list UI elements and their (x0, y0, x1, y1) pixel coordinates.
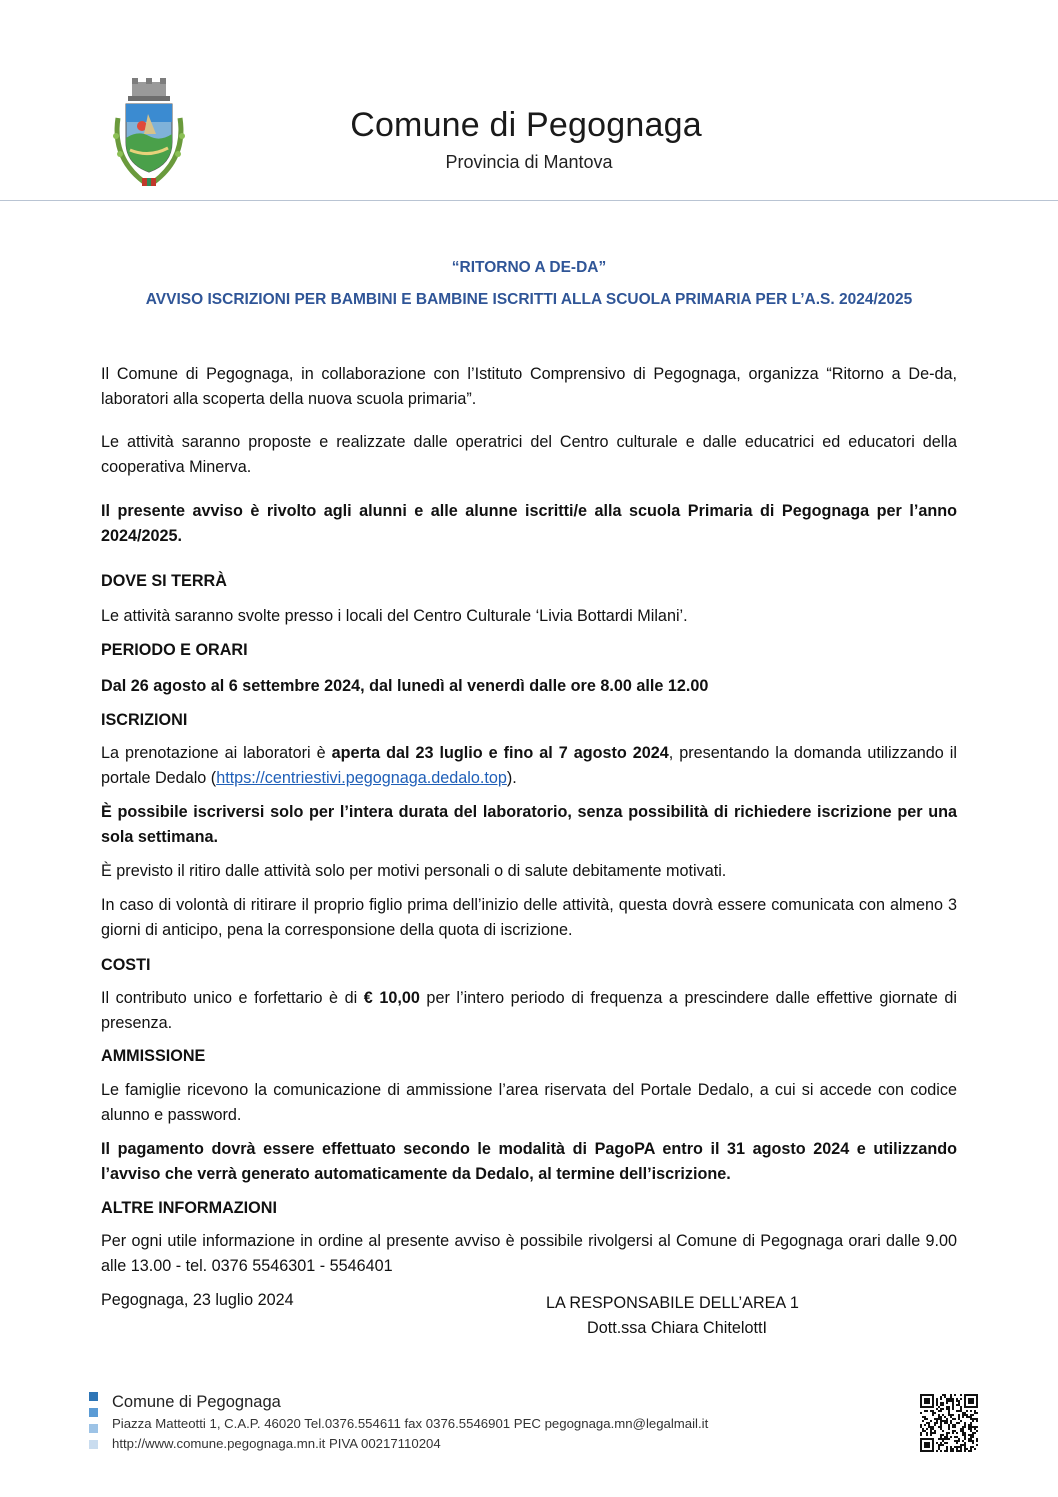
costi-amount: € 10,00 (363, 989, 420, 1007)
paragraph-iscrizioni (101, 741, 957, 790)
footer-website: http://www.comune.pegognaga.mn.it PIVA 00217110204 (112, 1436, 441, 1451)
paragraph-altre: Per ogni utile informazione in ordine al presente avviso è possibile rivolgersi al Comune di Pegognaga orari dalle 9.00 alle 13.00 - tel. 0376 5546301 - 5546401 (101, 1232, 957, 1275)
heading-iscrizioni: ISCRIZIONI (101, 711, 188, 729)
paragraph-withdrawal-notice: In caso di volontà di ritirare il proprio figlio prima dell’inizio delle attività, questa dovrà essere comunicata con almeno 3 giorni di anticipo, pena la corresponsione della quota di iscrizione. (101, 896, 957, 939)
heading-periodo: PERIODO E ORARI (101, 641, 248, 659)
paragraph-payment: Il pagamento dovrà essere effettuato secondo le modalità di PagoPA entro il 31 agosto 2024 e utilizzando l’avviso che verrà generato automaticamente da Dedalo, al termine dell’iscrizione. (101, 1140, 957, 1183)
costi-text-c: per l’intero periodo di frequenza a prescindere dalle effettive giornate di presenza. (101, 989, 957, 1032)
iscr-text-d: ). (506, 768, 517, 787)
notice-title: “RITORNO A DE-DA” (451, 259, 607, 276)
signature-block (546, 1291, 799, 1340)
paragraph-withdrawal: È previsto il ritiro dalle attività solo per motivi personali o di salute debitamente motivati. (101, 862, 727, 880)
place-date: Pegognaga, 23 luglio 2024 (101, 1291, 294, 1309)
signature-name: Dott.ssa Chiara ChitelottI (587, 1318, 767, 1337)
heading-altre: ALTRE INFORMAZIONI (101, 1199, 277, 1217)
paragraph-target: Il presente avviso è rivolto agli alunni e alle alunne iscritti/e alla scuola Primaria di Pegognaga per l’anno 2024/2025. (101, 502, 957, 545)
header-subtitle: Provincia di Mantova (445, 152, 613, 172)
notice-subtitle: AVVISO ISCRIZIONI PER BAMBINI E BAMBINE ISCRITTI ALLA SCUOLA PRIMARIA PER L’A.S. 2024/2025 (145, 291, 913, 308)
footer-square-4 (89, 1440, 98, 1449)
paragraph-dove: Le attività saranno svolte presso i locali del Centro Culturale ‘Livia Bottardi Milani’. (101, 607, 688, 625)
footer-square-2 (89, 1408, 98, 1417)
heading-dove: DOVE SI TERRÀ (101, 572, 227, 590)
footer-address: Piazza Matteotti 1, C.A.P. 46020 Tel.0376.554611 fax 0376.5546901 PEC pegognaga.mn@legalmail.it (112, 1416, 709, 1431)
iscr-text-c: , presentando la domanda utilizzando il portale Dedalo ( (101, 744, 957, 787)
iscr-dates: aperta dal 23 luglio e fino al 7 agosto 2024 (331, 744, 669, 762)
signature-role: LA RESPONSABILE DELL’AREA 1 (546, 1294, 799, 1312)
header-title: Comune di Pegognaga (350, 106, 702, 144)
heading-ammissione: AMMISSIONE (101, 1047, 206, 1065)
paragraph-costi (101, 986, 957, 1035)
footer-squares (89, 1392, 99, 1456)
footer-square-3 (89, 1424, 98, 1433)
iscr-text-a: La prenotazione ai laboratori è (101, 744, 332, 762)
paragraph-periodo: Dal 26 agosto al 6 settembre 2024, dal lunedì al venerdì dalle ore 8.00 alle 12.00 (101, 677, 709, 695)
paragraph-activities: Le attività saranno proposte e realizzate dalle operatrici del Centro culturale e dalle educatrici ed educatori della cooperativa Minerva. (101, 433, 957, 476)
header-divider (0, 200, 1058, 201)
paragraph-ammissione: Le famiglie ricevono la comunicazione di ammissione l’area riservata del Portale Dedalo, a cui si accede con codice alunno e password. (101, 1081, 957, 1124)
costi-text-a: Il contributo unico e forfettario è di (101, 989, 364, 1007)
footer-square-1 (89, 1392, 98, 1401)
paragraph-intro: Il Comune di Pegognaga, in collaborazione con l’Istituto Comprensivo di Pegognaga, organizza “Ritorno a De-da, laboratori alla scoperta della nuova scuola primaria”. (101, 365, 957, 408)
qr-code-icon[interactable] (920, 1394, 978, 1452)
heading-costi: COSTI (101, 956, 151, 974)
dedalo-portal-link[interactable]: https://centriestivi.pegognaga.dedalo.top (216, 768, 507, 787)
footer-name: Comune di Pegognaga (112, 1393, 281, 1411)
paragraph-full-duration: È possibile iscriversi solo per l’intera durata del laboratorio, senza possibilità di richiedere iscrizione per una sola settimana. (101, 803, 957, 846)
